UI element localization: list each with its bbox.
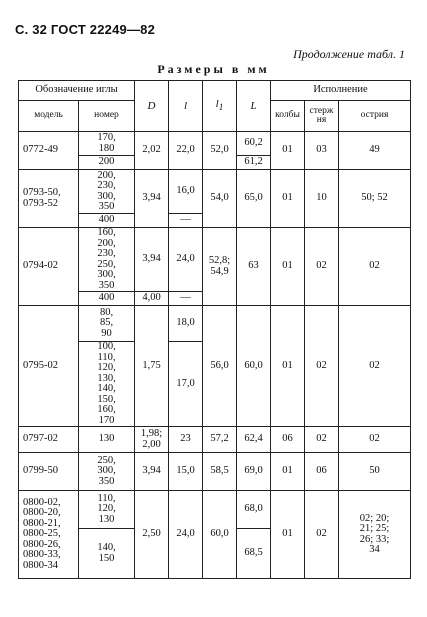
cell-shaft: 02 [305,491,339,579]
cell-D: 2,02 [135,132,169,170]
cell-shaft: 02 [305,306,339,427]
table-row [19,228,411,292]
cell-D: 1,75 [135,306,169,427]
header-number: номер [79,101,135,132]
cell-number: 250, 300, 350 [79,453,135,491]
cell-l1: 60,0 [203,491,237,579]
cell-l1: 52,8; 54,9 [203,228,237,306]
cell-l: 15,0 [169,453,203,491]
table-row [19,491,411,529]
cell-shaft: 06 [305,453,339,491]
cell-l1: 57,2 [203,427,237,453]
cell-model: 0800-02, 0800-20, 0800-21, 0800-25, 0800-26, 0800-33, 0800-34 [19,491,79,579]
cell-D: 4,00 [135,292,169,306]
cell-L: 62,4 [237,427,271,453]
cell-bulb: 01 [271,453,305,491]
cell-model: 0794-02 [19,228,79,306]
cell-number: 200, 230, 300, 350 [79,170,135,214]
cell-l1: 58,5 [203,453,237,491]
cell-shaft: 02 [305,228,339,306]
cell-L: 60,0 [237,306,271,427]
cell-model: 0772-49 [19,132,79,170]
cell-l: 16,0 [169,170,203,214]
header-D: D [135,81,169,132]
table-continuation-label: Продолжение табл. 1 [293,47,405,61]
page-header: С. 32 ГОСТ 22249—82 [15,22,156,37]
cell-tip: 50; 52 [339,170,411,228]
cell-bulb: 06 [271,427,305,453]
cell-shaft: 03 [305,132,339,170]
cell-bulb: 01 [271,132,305,170]
cell-l: — [169,292,203,306]
cell-l: 23 [169,427,203,453]
cell-bulb: 01 [271,491,305,579]
header-l1 [203,81,237,132]
cell-L: 61,2 [237,156,271,170]
cell-l1: 52,0 [203,132,237,170]
cell-l: 22,0 [169,132,203,170]
header-tip: острия [339,101,411,132]
cell-l1: 54,0 [203,170,237,228]
table-row [19,132,411,156]
cell-L: 68,5 [237,529,271,579]
table-row [19,170,411,214]
cell-number: 200 [79,156,135,170]
cell-number: 170, 180 [79,132,135,156]
header-shaft-text: стержня [309,105,334,125]
header-l1-base: l [215,98,219,111]
dimensions-title: Размеры в мм [157,62,270,76]
cell-model: 0799-50 [19,453,79,491]
cell-tip: 50 [339,453,411,491]
cell-l: 24,0 [169,491,203,579]
cell-L: 60,2 [237,132,271,156]
cell-l: 18,0 [169,306,203,342]
header-execution: Исполнение [271,81,411,101]
cell-l: 24,0 [169,228,203,292]
cell-number: 130 [79,427,135,453]
cell-D: 3,94 [135,170,169,228]
cell-tip: 02 [339,306,411,427]
header-bulb: колбы [271,101,305,132]
header-shaft [305,101,339,132]
cell-number: 400 [79,214,135,228]
cell-number: 140, 150 [79,529,135,579]
cell-model: 0793-50, 0793-52 [19,170,79,228]
cell-number: 100, 110, 120, 130, 140, 150, 160, 170 [79,342,135,427]
cell-shaft: 02 [305,427,339,453]
cell-bulb: 01 [271,170,305,228]
table-row [19,306,411,342]
cell-l1: 56,0 [203,306,237,427]
cell-number: 160, 200, 230, 250, 300, 350 [79,228,135,292]
header-l: l [169,81,203,132]
cell-bulb: 01 [271,228,305,306]
cell-L: 69,0 [237,453,271,491]
cell-bulb: 01 [271,306,305,427]
cell-D: 1,98; 2,00 [135,427,169,453]
needle-dimensions-table [18,80,411,579]
cell-L: 68,0 [237,491,271,529]
cell-number: 400 [79,292,135,306]
table-row [19,427,411,453]
cell-model: 0795-02 [19,306,79,427]
cell-tip: 02; 20; 21; 25; 26; 33; 34 [339,491,411,579]
header-model: модель [19,101,79,132]
header-needle-designation: Обозначение иглы [19,81,135,101]
cell-tip: 49 [339,132,411,170]
cell-number: 110, 120, 130 [79,491,135,529]
cell-l: — [169,214,203,228]
header-l1-subscript: 1 [218,102,224,113]
table-row [19,453,411,491]
header-row-1 [19,81,411,101]
cell-D: 3,94 [135,453,169,491]
cell-D: 3,94 [135,228,169,292]
cell-L: 63 [237,228,271,306]
cell-D: 2,50 [135,491,169,579]
cell-tip: 02 [339,228,411,306]
cell-L: 65,0 [237,170,271,228]
cell-number: 80, 85, 90 [79,306,135,342]
cell-model: 0797-02 [19,427,79,453]
cell-shaft: 10 [305,170,339,228]
header-L: L [237,81,271,132]
cell-tip: 02 [339,427,411,453]
cell-l: 17,0 [169,342,203,427]
